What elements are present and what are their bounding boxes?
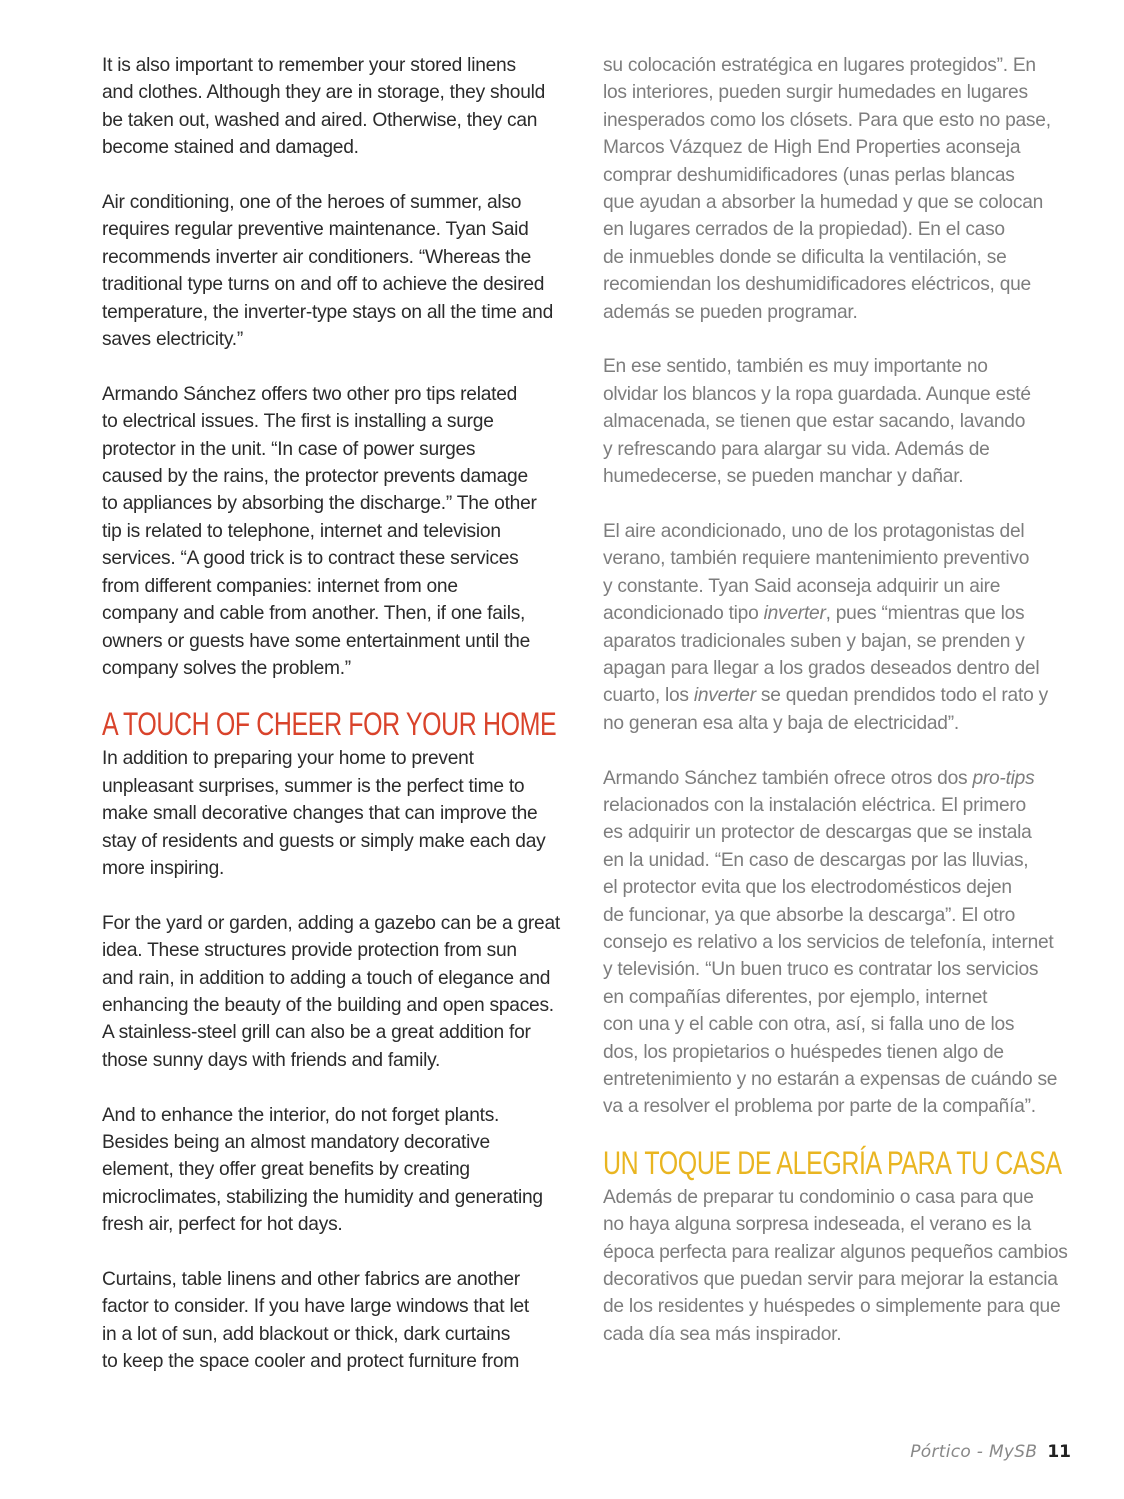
emphasis-inverter: inverter xyxy=(763,603,826,625)
page-footer xyxy=(910,1442,1071,1462)
section-heading-en: A TOUCH OF CHEER FOR YOUR HOME xyxy=(102,706,557,743)
es-paragraph-aire-acondicionado: El aire acondicionado, uno de los protagonistas del verano, también requiere mantenimiento preventivo y constante. Tyan Said aconseja adquirir un aire acondicionado tipo inverter, pues “mientras que los aparatos tradicionales suben y bajan, se prenden y apagan para llegar a los grados deseados dentro del cuarto, los inverter se quedan prendidos todo el rato y no generan esa alta y baja de electricidad”. xyxy=(603,520,1048,734)
emphasis-inverter: inverter xyxy=(693,685,756,707)
publication-name: Pórtico - MySB xyxy=(910,1442,1038,1462)
en-paragraph-air-conditioning: Air conditioning, one of the heroes of summer, also requires regular preventive maintenance. Tyan Said recommends inverter air conditioners. “Whereas the traditional type turns on and off to achieve the desired temperature, the inverter-type stays on all the time and saves electricity.” xyxy=(102,192,553,351)
en-paragraph-plants: And to enhance the interior, do not forget plants. Besides being an almost mandatory decorative element, they offer great benefits by creating microclimates, stabilizing the humidity and generating fresh air, perfect for hot days. xyxy=(102,1104,543,1236)
spanish-column xyxy=(603,52,1073,1376)
en-paragraph-stored-linens: It is also important to remember your stored linens and clothes. Although they are in storage, they should be taken out, washed and aired. Otherwise, they can become stained and damaged. xyxy=(102,55,546,159)
emphasis-pro-tips: pro-tips xyxy=(972,767,1035,789)
en-paragraph-pro-tips: Armando Sánchez offers two other pro tips related to electrical issues. The first is installing a surge protector in the unit. “In case of power surges caused by the rains, the protector prevents damage to appliances by absorbing the discharge.” The other tip is related to telephone, internet and television services. “A good trick is to contract these services from different companies: internet from one company and cable from another. Then, if one fails, owners or guests have some entertainment until the company solves the problem.” xyxy=(102,383,537,679)
section-heading-es: UN TOQUE DE ALEGRÍA PARA TU CASA xyxy=(603,1144,1062,1181)
en-paragraph-summer-intro: In addition to preparing your home to prevent unpleasant surprises, summer is the perfect time to make small decorative changes that can improve the stay of residents and guests or simply make each day more inspiring. xyxy=(102,748,546,879)
es-paragraph-blancos: En ese sentido, también es muy importante no olvidar los blancos y la ropa guardada. Aunque esté almacenada, se tienen que estar sacando, lavando y refrescando para alargar su vida. Además de humedecerse, se pueden manchar y dañar. xyxy=(603,356,1031,488)
en-paragraph-curtains: Curtains, table linens and other fabrics are another factor to consider. If you have large windows that let in a lot of sun, add blackout or thick, dark curtains to keep the space cooler and protect furniture from xyxy=(102,1268,529,1373)
es-paragraph-verano-intro: Además de preparar tu condominio o casa para que no haya alguna sorpresa indeseada, el verano es la época perfecta para realizar algunos pequeños cambios decorativos que puedan servir para mejorar la estancia de los residentes y huéspedes o simplemente para que cada día sea más inspirador. xyxy=(603,1186,1068,1345)
english-column xyxy=(102,52,574,1403)
es-paragraph-pro-tips: Armando Sánchez también ofrece otros dos pro-tips relacionados con la instalación eléctrica. El primero es adquirir un protector de descargas que se instala en la unidad. “En caso de descargas por las lluvias, el protector evita que los electrodomésticos dejen de funcionar, ya que absorbe la descarga”. El otro consejo es relativo a los servicios de telefonía, internet y televisión. “Un buen truco es contratar los servicios en compañías diferentes, por ejemplo, internet con una y el cable con otra, así, si falla uno de los dos, los propietarios o huéspedes tienen algo de entretenimiento y no estarán a expensas de cuándo se va a resolver el problema por parte de la compañía”. xyxy=(603,767,1058,1118)
es-paragraph-humedades: su colocación estratégica en lugares protegidos”. En los interiores, pueden surgir humedades en lugares inesperados como los clósets. Para que esto no pase, Marcos Vázquez de High End Properties aconseja comprar deshumidificadores (unas perlas blancas que ayudan a absorber la humedad y que se colocan en lugares cerrados de la propiedad). En el caso de inmuebles donde se dificulta la ventilación, se recomiendan los deshumidificadores eléctricos, que además se pueden programar. xyxy=(603,55,1051,323)
page-number: 11 xyxy=(1047,1442,1071,1462)
en-paragraph-gazebo: For the yard or garden, adding a gazebo can be a great idea. These structures provide protection from sun and rain, in addition to adding a touch of elegance and enhancing the beauty of the building and open spaces. A stainless-steel grill can also be a great addition for those sunny days with friends and family. xyxy=(102,912,560,1071)
